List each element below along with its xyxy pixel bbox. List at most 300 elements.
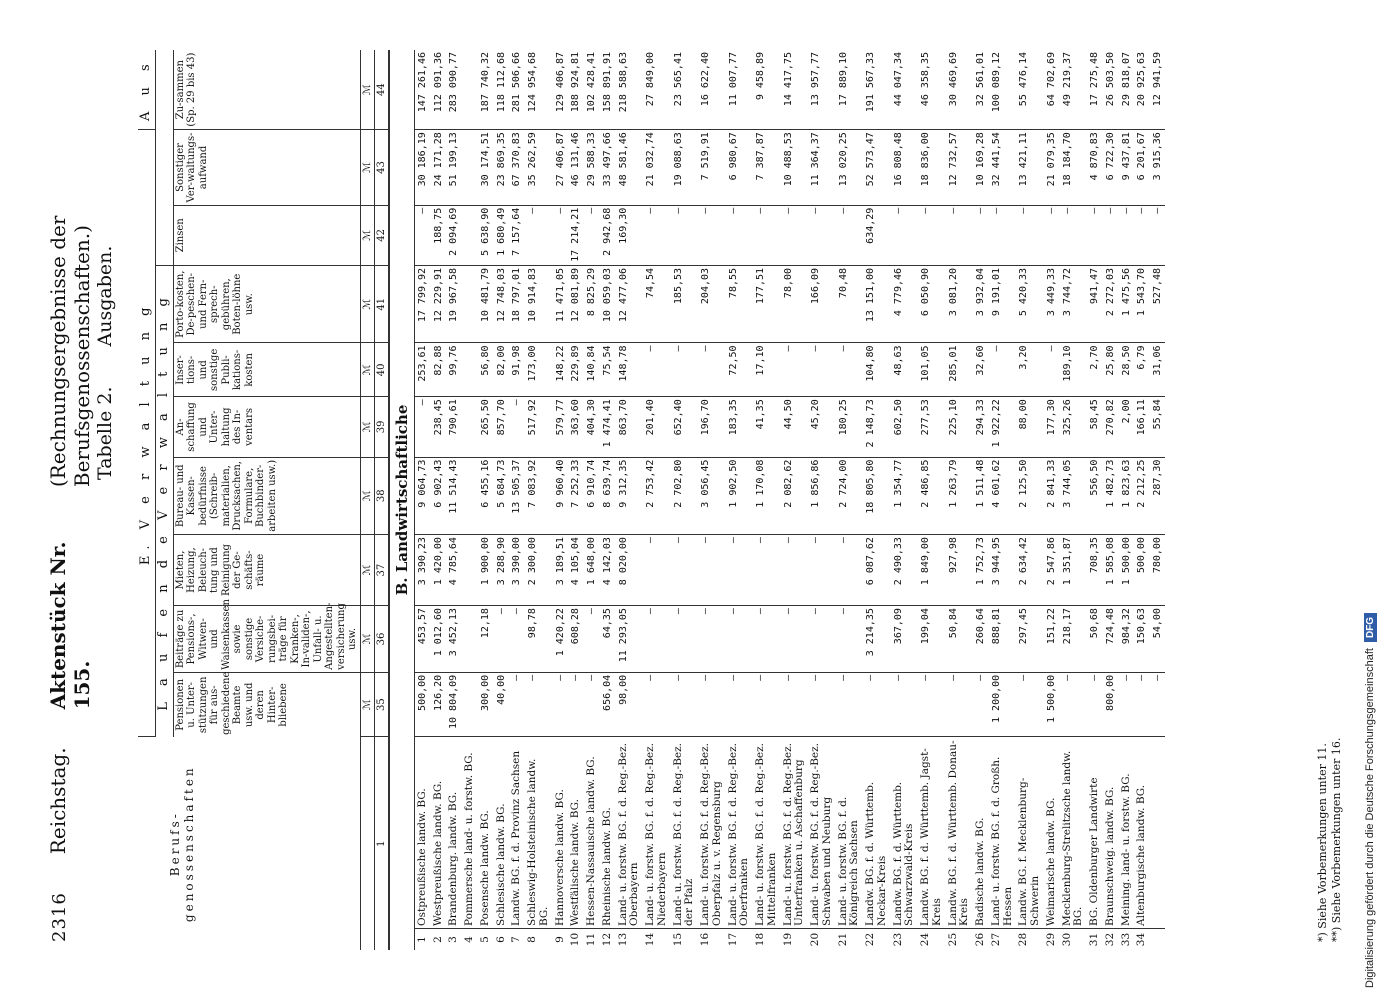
row-number: 28 [1017, 932, 1030, 947]
cell-c36: — [584, 606, 600, 673]
cell-c41 [462, 265, 478, 343]
table-row [989, 50, 1017, 950]
table-kind: Ausgaben. [94, 245, 116, 347]
cell-c40: 99,76 [446, 343, 462, 397]
cell-c44: 124 954,68 [525, 50, 553, 130]
cell-c39: 44,50 [781, 397, 809, 457]
cell-c36 [462, 606, 478, 673]
footnote: **) Siehe Vorbemerkungen unter 16. [1330, 737, 1344, 942]
cell-c42: — [946, 205, 974, 265]
cell-c44: 29 818,07 [1119, 50, 1135, 130]
cell-c39: 183,35 [726, 397, 754, 457]
cell-c41: 3 932,04 [973, 265, 989, 343]
column-index-row: 1 35 36 37 38 39 40 41 42 43 44 [374, 50, 389, 950]
table-caption [94, 246, 116, 480]
cell-c39: 270,82 [1103, 397, 1119, 457]
cell-c40: 25,80 [1103, 343, 1119, 397]
footnotes [1316, 738, 1345, 942]
col-header-38: Bureau- und Kassen-bedürfnisse (Schreib-materialien, Drucksachen, Formulare, Buchbinder-arbeiten usw.) [173, 457, 360, 535]
cell-c35: — [584, 672, 600, 737]
cell-c38: 2 724,00 [836, 457, 864, 535]
cell-c43: 9 437,81 [1119, 130, 1135, 205]
cell-c44: 27 849,00 [643, 50, 671, 130]
row-number: 24 [919, 932, 932, 947]
row-number [1150, 928, 1165, 950]
cell-c41: 10 914,83 [525, 265, 553, 343]
col-header-35: Pensionen u. Unter-stützungen für aus-geschiedene Beamte usw. und deren Hinter-bliebene [173, 672, 360, 737]
col-header-label: Berufs- genossenschaften [168, 765, 196, 923]
cell-c37: — [808, 535, 836, 606]
cell-c36: 199,04 [918, 606, 946, 673]
cell-c44: 100 089,12 [989, 50, 1017, 130]
cell-c43: 6 722,30 [1103, 130, 1119, 205]
cell-c35: — [643, 672, 671, 737]
cell-c36: 260,64 [973, 606, 989, 673]
cell-c44: 23 565,41 [671, 50, 699, 130]
cell-c44: 12 941,59 [1150, 50, 1165, 130]
row-number: 30 [1060, 932, 1073, 947]
cell-c38: 1 823,63 [1119, 457, 1135, 535]
cell-c39: 201,40 [643, 397, 671, 457]
cell-c42: — [1103, 205, 1119, 265]
cell-c37: 8 020,00 [616, 535, 644, 606]
col-header-berufsgenossenschaften [138, 737, 360, 950]
cell-c43: 19 088,63 [671, 130, 699, 205]
cell-c39: 404,30 [584, 397, 600, 457]
cell-c44: 64 702,69 [1044, 50, 1060, 130]
cell-c42: — [726, 205, 754, 265]
cell-c38: 2 486,85 [918, 457, 946, 535]
table-row [1016, 50, 1044, 950]
cell-c41: 527,48 [1150, 265, 1165, 343]
cell-c44: 30 469,69 [946, 50, 974, 130]
cell-c41: 3 744,72 [1060, 265, 1088, 343]
cell-c41: 10 481,79 [478, 265, 494, 343]
cell-c35: 800,00 [1103, 672, 1119, 737]
cell-c41: 1 475,56 [1119, 265, 1135, 343]
cell-c44: 129 406,87 [553, 50, 569, 130]
cell-c41: 12 477,06 [616, 265, 644, 343]
cell-c39: 166,11 [1134, 397, 1150, 457]
cell-c35: — [509, 672, 525, 737]
cell-c38: 6 910,74 [584, 457, 600, 535]
cell-c43: 30 174,51 [478, 130, 494, 205]
cell-c40: 28,50 [1119, 343, 1135, 397]
table-row [584, 50, 600, 950]
row-name: Land- u. forstw. BG. f. d. Königreich Sachsen [836, 737, 864, 929]
cell-c37: — [671, 535, 699, 606]
cell-c44: 191 567,33 [863, 50, 891, 130]
table-row [1103, 50, 1119, 950]
table-row [462, 50, 478, 950]
row-name: Landw. BG. f. d. Württemb. Neckar-Kreis [863, 737, 891, 929]
cell-c43: 12 732,57 [946, 130, 974, 205]
table-row [726, 50, 754, 950]
cell-c44: 187 740,32 [478, 50, 494, 130]
row-number: 27 [989, 932, 1002, 947]
cell-c41: 78,00 [781, 265, 809, 343]
cell-c37: — [726, 535, 754, 606]
table-row [671, 50, 699, 950]
table-row [973, 50, 989, 950]
document-subtitle: (Rechnungsergebnisse der Berufsgenossenschaften.) [46, 215, 94, 488]
cell-c38: 2 212,25 [1134, 457, 1150, 535]
footnote: *) Siehe Vorbemerkungen unter 11. [1316, 743, 1329, 942]
row-number: 18 [754, 932, 767, 947]
cell-c40: 189,10 [1060, 343, 1088, 397]
row-name: Badische landw. BG. [973, 737, 989, 929]
cell-c42: — [525, 205, 553, 265]
cell-c36: 3 452,13 [446, 606, 462, 673]
cell-c35: — [671, 672, 699, 737]
cell-c35: — [836, 672, 864, 737]
cell-c38: 1 482,73 [1103, 457, 1119, 535]
cell-c35: — [726, 672, 754, 737]
page-header [46, 42, 94, 942]
row-number: 21 [836, 932, 849, 947]
cell-c44: 281 506,66 [509, 50, 525, 130]
row-number: 7 [510, 936, 523, 943]
row-name: Pommersche land- u. forstw. BG. [462, 737, 478, 929]
row-name: Braunschweig. landw. BG. [1103, 737, 1119, 929]
row-name: Landw. BG. f. d. Württemb. Donau-Kreis [946, 737, 974, 929]
row-name: Meining. land- u. forstw. BG. [1119, 737, 1135, 929]
row-number: 10 [569, 932, 582, 947]
cell-c39: 55,84 [1150, 397, 1165, 457]
cell-c44: 44 047,34 [891, 50, 919, 130]
cell-c44: 102 428,41 [584, 50, 600, 130]
cell-c38: 9 960,40 [553, 457, 569, 535]
cell-c40: 148,78 [616, 343, 644, 397]
cell-c39: 2,00 [1119, 397, 1135, 457]
cell-c41: 177,51 [753, 265, 781, 343]
table-row [781, 50, 809, 950]
cell-c41: 74,54 [643, 265, 671, 343]
cell-c35: 656,04 [600, 672, 616, 737]
cell-c43: 4 870,83 [1087, 130, 1103, 205]
row-number: 26 [974, 932, 987, 947]
cell-c39: 2 148,73 [863, 397, 891, 457]
cell-c44: 17 889,10 [836, 50, 864, 130]
row-number: 8 [526, 936, 539, 943]
table-row [478, 50, 494, 950]
row-name: Land- u. forstw. BG. f. d. Reg.-Bez. Oberbayern [616, 737, 644, 929]
cell-c41: 70,48 [836, 265, 864, 343]
cell-c37: 1 351,87 [1060, 535, 1088, 606]
row-number: 13 [616, 932, 629, 947]
cell-c35: 126,20 [431, 672, 447, 737]
cell-c40: — [989, 343, 1017, 397]
cell-c42: — [836, 205, 864, 265]
cell-c44: 49 219,37 [1060, 50, 1088, 130]
cell-c38: 556,50 [1087, 457, 1103, 535]
cell-c36: 50,68 [1087, 606, 1103, 673]
cell-c39: 196,70 [698, 397, 726, 457]
cell-c35: 300,00 [478, 672, 494, 737]
table-row [1087, 50, 1103, 950]
cell-c36: 11 293,05 [616, 606, 644, 673]
row-name: Westpreußische landw. BG. [431, 737, 447, 929]
cell-c37: — [698, 535, 726, 606]
col-header-40: Inser-tions- und sonstige Publi-kations-kosten [173, 343, 360, 397]
cell-c44: 9 458,89 [753, 50, 781, 130]
table-row [616, 50, 644, 950]
cell-c39: 325,26 [1060, 397, 1088, 457]
cell-c39: 277,53 [918, 397, 946, 457]
cell-c38: 1 511,48 [973, 457, 989, 535]
cell-c35: — [973, 672, 989, 737]
row-name: Land- u. forstw. BG. f. d. Großh. Hessen [989, 737, 1017, 929]
cell-c39: — [509, 397, 525, 457]
row-number: 3 [447, 936, 460, 943]
cell-c38: 2 702,80 [671, 457, 699, 535]
col-header-43: Sonstiger Ver-waltungs-aufwand [173, 130, 360, 205]
cell-c44: 158 891,91 [600, 50, 616, 130]
cell-c42: — [973, 205, 989, 265]
row-name [1150, 737, 1165, 929]
row-name: Brandenburg. landw. BG. [446, 737, 462, 929]
cell-c37: 708,35 [1087, 535, 1103, 606]
cell-c42: — [1060, 205, 1088, 265]
cell-c44: 14 417,75 [781, 50, 809, 130]
row-number: 32 [1103, 932, 1116, 947]
cell-c40: 229,89 [568, 343, 584, 397]
cell-c40: 2,70 [1087, 343, 1103, 397]
cell-c44: 11 007,77 [726, 50, 754, 130]
cell-c38: 1 170,08 [753, 457, 781, 535]
cell-c40 [462, 343, 478, 397]
cell-c40: 48,63 [891, 343, 919, 397]
table-row [414, 50, 430, 950]
cell-c35: — [568, 672, 584, 737]
cell-c41: 12 229,91 [431, 265, 447, 343]
cell-c36: 608,28 [568, 606, 584, 673]
cell-c43: 16 808,48 [891, 130, 919, 205]
cell-c44: 46 358,35 [918, 50, 946, 130]
cell-c35: — [1134, 672, 1150, 737]
cell-c38: 7 083,92 [525, 457, 553, 535]
table-row [808, 50, 836, 950]
cell-c44: 16 622,40 [698, 50, 726, 130]
cell-c40: 56,80 [478, 343, 494, 397]
cell-c41: 8 825,29 [584, 265, 600, 343]
cell-c40: 75,54 [600, 343, 616, 397]
dfg-note-text: Digitalisierung gefördert durch die Deutsche Forschungsgemeinschaft [1364, 648, 1376, 988]
group-header-verwaltung: E. V e r w a l t u n g [138, 130, 155, 737]
cell-c37: 3 189,51 [553, 535, 569, 606]
cell-c44: 20 925,63 [1134, 50, 1150, 130]
cell-c37: 780,00 [1150, 535, 1165, 606]
cell-c39: 517,92 [525, 397, 553, 457]
cell-c43: 13 421,11 [1016, 130, 1044, 205]
cell-c40: 82,88 [431, 343, 447, 397]
row-name: Schleswig-Holsteinische landw. BG. [525, 737, 553, 929]
cell-c43: 67 370,83 [509, 130, 525, 205]
cell-c43: 33 497,66 [600, 130, 616, 205]
cell-c36: — [726, 606, 754, 673]
cell-c36: 724,48 [1103, 606, 1119, 673]
cell-c42: — [1150, 205, 1165, 265]
cell-c36: — [781, 606, 809, 673]
cell-c38: 3 056,45 [698, 457, 726, 535]
cell-c42: — [1087, 205, 1103, 265]
cell-c41: 13 151,00 [863, 265, 891, 343]
cell-c39: 41,35 [753, 397, 781, 457]
cell-c43: 21 032,74 [643, 130, 671, 205]
table-row [568, 50, 584, 950]
cell-c38: 1 263,79 [946, 457, 974, 535]
cell-c42: — [1044, 205, 1060, 265]
row-name: Rheinische landw. BG. [600, 737, 616, 929]
document-title: Aktenstück Nr. 155. [46, 541, 94, 710]
row-name: Landw. BG. f. d. Württemb. Jagst-Kreis [918, 737, 946, 929]
cell-c37: 4 142,03 [600, 535, 616, 606]
cell-c37: — [643, 535, 671, 606]
section-title: B. Landwirtschaftliche [389, 50, 415, 950]
cell-c40: 32,60 [973, 343, 989, 397]
cell-c39: 265,50 [478, 397, 494, 457]
cell-c37: — [836, 535, 864, 606]
cell-c38: 13 505,37 [509, 457, 525, 535]
cell-c40: — [671, 343, 699, 397]
cell-c37: 3 944,95 [989, 535, 1017, 606]
row-name: Ostpreußische landw. BG. [414, 737, 430, 929]
cell-c40: 140,84 [584, 343, 600, 397]
row-number: 9 [553, 936, 566, 943]
cell-c37: — [781, 535, 809, 606]
cell-c39: 579,77 [553, 397, 569, 457]
cell-c39: 180,25 [836, 397, 864, 457]
cell-c39: 238,45 [431, 397, 447, 457]
row-number: 23 [891, 932, 904, 947]
col-header-39: An-schaffung und Unter-haltung des In-ventars [173, 397, 360, 457]
cell-c40: 91,98 [509, 343, 525, 397]
row-number: 14 [644, 932, 657, 947]
cell-c38: 3 744,05 [1060, 457, 1088, 535]
cell-c40: 104,80 [863, 343, 891, 397]
accounts-table [138, 50, 1353, 950]
cell-c36: 297,45 [1016, 606, 1044, 673]
cell-c38: 1 902,50 [726, 457, 754, 535]
table-row [1060, 50, 1088, 950]
cell-c42: — [553, 205, 569, 265]
cell-c38: 5 684,73 [494, 457, 510, 535]
row-name: Schlesische landw. BG. [494, 737, 510, 929]
row-name: Land- u. forstw. BG. f. d. Reg.-Bez. der Pfalz [671, 737, 699, 929]
cell-c38: 4 601,62 [989, 457, 1017, 535]
table-row [863, 50, 891, 950]
row-name: BG. Oldenburger Landwirte [1087, 737, 1103, 929]
row-number: 34 [1135, 932, 1148, 947]
cell-c42: 169,30 [616, 205, 644, 265]
cell-c37: 1 585,08 [1103, 535, 1119, 606]
row-name: Land- u. forstw. BG. f. d. Reg.-Bez. Oberfranken [726, 737, 754, 929]
cell-c36: 98,78 [525, 606, 553, 673]
cell-c42: 5 638,90 [478, 205, 494, 265]
table-row [509, 50, 525, 950]
row-number: 1 [415, 936, 428, 943]
table-label: Tabelle 2. [94, 386, 116, 480]
cell-c37: 2 547,86 [1044, 535, 1060, 606]
row-number: 6 [494, 936, 507, 943]
cell-c43: 24 171,28 [431, 130, 447, 205]
cell-c39: 45,20 [808, 397, 836, 457]
cell-c41: 3 081,20 [946, 265, 974, 343]
cell-c39: 294,33 [973, 397, 989, 457]
cell-c43: 6 980,67 [726, 130, 754, 205]
cell-c37: 3 390,23 [414, 535, 430, 606]
row-number: 22 [864, 932, 877, 947]
group-header-aus: A u s [138, 50, 155, 130]
cell-c35: — [1119, 672, 1135, 737]
cell-c36: 3 214,35 [863, 606, 891, 673]
cell-c42: — [584, 205, 600, 265]
row-number: 19 [781, 932, 794, 947]
cell-c44 [462, 50, 478, 130]
cell-c41: 941,47 [1087, 265, 1103, 343]
cell-c43: 32 441,54 [989, 130, 1017, 205]
cell-c43: 6 201,67 [1134, 130, 1150, 205]
table-body [414, 50, 1165, 950]
cell-c39: 225,10 [946, 397, 974, 457]
row-number: 17 [726, 932, 739, 947]
table-row [494, 50, 510, 950]
cell-c36: — [753, 606, 781, 673]
cell-c36: 1 420,22 [553, 606, 569, 673]
cell-c38: 8 639,74 [600, 457, 616, 535]
cell-c44: 118 112,68 [494, 50, 510, 130]
dfg-logo: DFG [1364, 613, 1377, 642]
cell-c38: 1 856,86 [808, 457, 836, 535]
cell-c42: — [989, 205, 1017, 265]
cell-c36: 1 012,60 [431, 606, 447, 673]
cell-c43: 51 199,13 [446, 130, 462, 205]
cell-c43: 7 387,87 [753, 130, 781, 205]
row-name: Hannoversche landw. BG. [553, 737, 569, 929]
cell-c40: 72,50 [726, 343, 754, 397]
cell-c41: 78,55 [726, 265, 754, 343]
cell-c40: 6,79 [1134, 343, 1150, 397]
cell-c37: 3 288,90 [494, 535, 510, 606]
cell-c41: 18 797,01 [509, 265, 525, 343]
cell-c35: — [808, 672, 836, 737]
cell-c43: 21 079,35 [1044, 130, 1060, 205]
cell-c38 [462, 457, 478, 535]
cell-c43: 23 869,35 [494, 130, 510, 205]
cell-c35: — [891, 672, 919, 737]
cell-c39: 58,45 [1087, 397, 1103, 457]
row-name: Land- u. forstw. BG. f. d. Reg.-Bez. Oberpfalz u. v. Regensburg [698, 737, 726, 929]
cell-c38: 9 064,73 [414, 457, 430, 535]
table-row [553, 50, 569, 950]
cell-c35: — [863, 672, 891, 737]
table-row [643, 50, 671, 950]
table-row [525, 50, 553, 950]
cell-c36: 150,63 [1134, 606, 1150, 673]
cell-c36: 64,35 [600, 606, 616, 673]
cell-c35: — [1060, 672, 1088, 737]
cell-c42 [462, 205, 478, 265]
cell-c40: — [836, 343, 864, 397]
col-header-41: Porto-kosten, De-peschen- und Fern-sprech-gebühren, Boten-löhne usw. [173, 265, 360, 343]
cell-c41: 3 449,33 [1044, 265, 1060, 343]
cell-c44: 26 503,50 [1103, 50, 1119, 130]
cell-c38: 2 753,42 [643, 457, 671, 535]
cell-c41: 4 779,46 [891, 265, 919, 343]
cell-c41: 12 748,03 [494, 265, 510, 343]
cell-c43: 3 915,36 [1150, 130, 1165, 205]
table-row [431, 50, 447, 950]
